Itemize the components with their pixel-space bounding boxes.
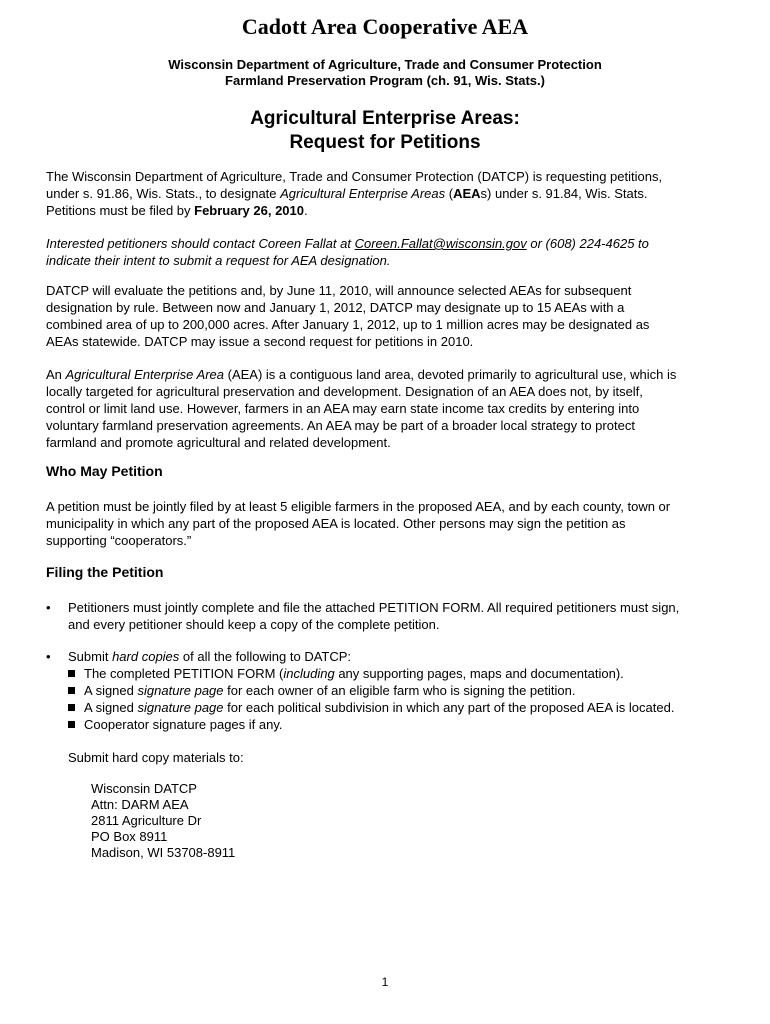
intro-line (46, 185, 736, 202)
emphasis: signature page (137, 700, 224, 715)
intro-paragraph (46, 168, 736, 219)
aea-definition-paragraph (46, 366, 736, 451)
text: Submit (68, 649, 113, 664)
text: of all the following to DATCP: (179, 649, 352, 664)
text: An (46, 367, 66, 382)
text: Cooperator signature pages if any. (84, 717, 283, 732)
intro-line: The Wisconsin Department of Agriculture, Trade and Consumer Protection (DATCP) is requesting petitions, (46, 169, 663, 184)
text: for each owner of an eligible farm who is signing the petition. (223, 683, 576, 698)
address-line: Madison, WI 53708-8911 (91, 845, 236, 860)
department-line: Wisconsin Department of Agriculture, Trade and Consumer Protection (168, 57, 602, 72)
emphasis: including (283, 666, 335, 681)
paragraph-line: combined area of up to 200,000 acres. After January 1, 2012, up to 1 million acres may be designated as (46, 317, 650, 332)
program-line: Farmland Preservation Program (ch. 91, Wis. Stats.) (225, 73, 545, 88)
datcp-paragraph (46, 282, 736, 350)
sub-list-item (68, 665, 624, 682)
aea-term: Agricultural Enterprise Area (65, 367, 224, 382)
email-link[interactable]: Coreen.Fallat@wisconsin.gov (354, 236, 527, 251)
square-bullet-icon (68, 687, 75, 694)
paragraph-line (46, 366, 736, 383)
address-line: Wisconsin DATCP (91, 781, 197, 796)
submit-instruction: Submit hard copy materials to: (68, 750, 244, 765)
text: A signed (84, 683, 138, 698)
deadline-date: February 26, 2010 (194, 203, 304, 218)
text: or (608) 224-4625 to (526, 236, 649, 251)
mailing-address (91, 781, 235, 861)
address-line: PO Box 8911 (91, 829, 168, 844)
text: Interested petitioners should contact Coreen Fallat at (46, 236, 355, 251)
contact-line (46, 235, 736, 252)
sub-list-item (68, 716, 283, 733)
contact-paragraph (46, 235, 736, 269)
intro-line (46, 202, 736, 219)
aea-term: Agricultural Enterprise Areas (280, 186, 446, 201)
filing-heading: Filing the Petition (46, 564, 164, 580)
paragraph-line: supporting “cooperators.” (46, 533, 192, 548)
square-bullet-icon (68, 670, 75, 677)
text: The completed PETITION FORM ( (84, 666, 284, 681)
text: ( (445, 186, 454, 201)
text: Petitions must be filed by (46, 203, 195, 218)
text: s) under s. 91.84, Wis. Stats. (480, 186, 648, 201)
list-item-text (68, 648, 728, 665)
contact-line: indicate their intent to submit a request for AEA designation. (46, 253, 391, 268)
who-may-petition-heading: Who May Petition (46, 463, 163, 479)
paragraph-line: A petition must be jointly filed by at least 5 eligible farmers in the proposed AEA, and by each county, town or (46, 499, 671, 514)
sub-list-item (68, 682, 575, 699)
square-bullet-icon (68, 704, 75, 711)
list-item-text (68, 599, 728, 633)
paragraph-line: farmland and promote agricultural and related development. (46, 435, 391, 450)
who-may-petition-paragraph (46, 498, 736, 549)
paragraph-line: AEAs statewide. DATCP may issue a second request for petitions in 2010. (46, 334, 474, 349)
paragraph-line: voluntary farmland preservation agreements. An AEA may be part of a broader local strategy to protect (46, 418, 635, 433)
bullet-icon: • (46, 649, 51, 664)
address-line: 2811 Agriculture Dr (91, 813, 202, 828)
paragraph-line: and every petitioner should keep a copy of the complete petition. (68, 617, 440, 632)
text: under s. 91.86, Wis. Stats., to designate (46, 186, 281, 201)
text: for each political subdivision in which any part of the proposed AEA is located. (223, 700, 675, 715)
address-line: Attn: DARM AEA (91, 797, 189, 812)
paragraph-line: control or limit land use. However, farmers in an AEA may earn state income tax credits by entering into (46, 401, 640, 416)
paragraph-line: designation by rule. Between now and January 1, 2012, DATCP may designate up to 15 AEAs with a (46, 300, 625, 315)
text: (AEA) is a contiguous land area, devoted primarily to agricultural use, which is (224, 367, 677, 382)
square-bullet-icon (68, 721, 75, 728)
paragraph-line: locally targeted for agricultural preservation and development. Designation of an AEA does not, by itself, (46, 384, 643, 399)
emphasis: hard copies (112, 649, 180, 664)
text: . (304, 203, 308, 218)
heading-line-2: Request for Petitions (289, 132, 481, 153)
paragraph-line: DATCP will evaluate the petitions and, by June 11, 2010, will announce selected AEAs for subsequent (46, 283, 632, 298)
text: A signed (84, 700, 138, 715)
aea-abbrev: AEA (453, 186, 481, 201)
paragraph-line: municipality in which any part of the proposed AEA is located. Other persons may sign the petition as (46, 516, 626, 531)
text: any supporting pages, maps and documentation). (334, 666, 624, 681)
heading-line-1: Agricultural Enterprise Areas: (250, 108, 520, 129)
emphasis: signature page (137, 683, 224, 698)
sub-list-item (68, 699, 674, 716)
bullet-icon: • (46, 600, 51, 615)
page-number: 1 (381, 975, 389, 989)
document-title: Cadott Area Cooperative AEA (241, 14, 529, 39)
paragraph-line: Petitioners must jointly complete and file the attached PETITION FORM. All required petitioners must sign, (68, 600, 680, 615)
